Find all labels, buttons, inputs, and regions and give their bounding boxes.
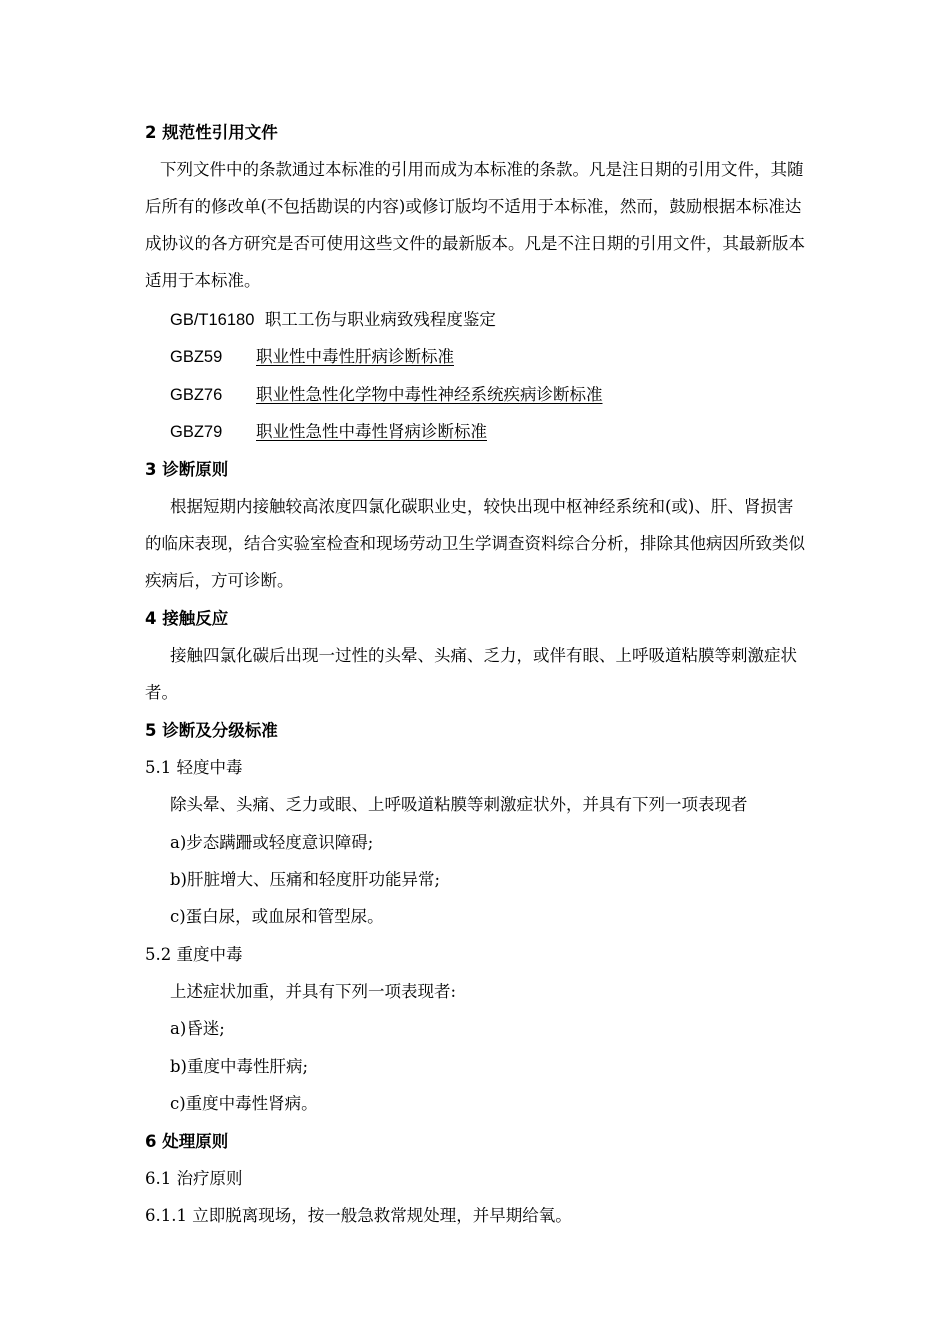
reference-link[interactable]: 职业性急性中毒性肾病诊断标准: [256, 422, 487, 441]
list-item: b)重度中毒性肝病;: [170, 1057, 309, 1076]
list-item: a)昏迷;: [170, 1019, 225, 1038]
section-2-para-line: 成协议的各方研究是否可使用这些文件的最新版本。凡是不注日期的引用文件，其最新版本: [145, 234, 805, 253]
subsection-5-1-intro: 除头晕、头痛、乏力或眼、上呼吸道粘膜等刺激症状外，并具有下列一项表现者: [170, 795, 748, 814]
section-5-heading: 5 诊断及分级标准: [145, 721, 278, 740]
section-3-heading: 3 诊断原则: [145, 460, 229, 479]
reference-title: 职工工伤与职业病致残程度鉴定: [264, 310, 496, 329]
subsection-6-1-1-text: 6.1.1 立即脱离现场，按一般急救常规处理，并早期给氧。: [145, 1206, 572, 1225]
section-4-para-line: 接触四氯化碳后出现一过性的头晕、头痛、乏力，或伴有眼、上呼吸道粘膜等刺激症状: [170, 646, 797, 665]
reference-item: [170, 310, 496, 330]
subsection-5-1-title: 5.1 轻度中毒: [145, 758, 243, 777]
subsection-6-1-title: 6.1 治疗原则: [145, 1169, 243, 1188]
reference-item: [170, 385, 603, 405]
section-3-para-line: 疾病后，方可诊断。: [145, 571, 294, 590]
reference-code: GBZ59: [170, 348, 223, 366]
list-item: a)步态蹒跚或轻度意识障碍;: [170, 833, 374, 852]
section-2-heading: 2 规范性引用文件: [145, 123, 278, 142]
list-item: c)蛋白尿，或血尿和管型尿。: [170, 907, 384, 926]
reference-link[interactable]: 职业性中毒性肝病诊断标准: [256, 347, 454, 366]
section-6-heading: 6 处理原则: [145, 1132, 229, 1151]
section-2-para-line: 下列文件中的条款通过本标准的引用而成为本标准的条款。凡是注日期的引用文件，其随: [160, 160, 804, 179]
reference-code: GB/T16180: [170, 311, 255, 329]
subsection-5-2-intro: 上述症状加重，并具有下列一项表现者:: [170, 982, 457, 1001]
section-4-para-line: 者。: [145, 683, 178, 702]
list-item: b)肝脏增大、压痛和轻度肝功能异常;: [170, 870, 441, 889]
list-item: c)重度中毒性肾病。: [170, 1094, 318, 1113]
section-3-para-line: 根据短期内接触较高浓度四氯化碳职业史，较快出现中枢神经系统和(或)、肝、肾损害: [170, 497, 794, 516]
section-4-heading: 4 接触反应: [145, 609, 229, 628]
reference-code: GBZ79: [170, 423, 223, 441]
section-2-para-line: 后所有的修改单(不包括勘误的内容)或修订版均不适用于本标准，然而，鼓励根据本标准达: [145, 197, 802, 216]
reference-item: [170, 347, 454, 367]
reference-link[interactable]: 职业性急性化学物中毒性神经系统疾病诊断标准: [256, 385, 603, 404]
section-3-para-line: 的临床表现，结合实验室检查和现场劳动卫生学调查资料综合分析，排除其他病因所致类似: [145, 534, 805, 553]
reference-item: [170, 422, 487, 442]
section-2-para-line: 适用于本标准。: [145, 271, 261, 290]
reference-code: GBZ76: [170, 386, 223, 404]
subsection-5-2-title: 5.2 重度中毒: [145, 945, 243, 964]
